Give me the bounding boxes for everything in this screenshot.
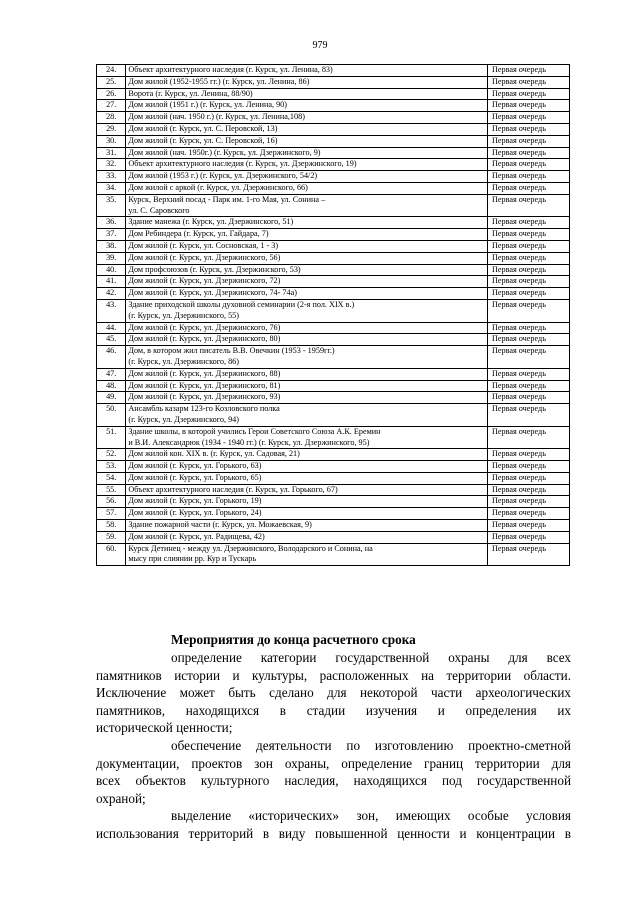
- object-name-line: Дом Ребиндера (г. Курск, ул. Гайдара, 7): [128, 229, 269, 239]
- object-name: [126, 334, 488, 346]
- object-name-line: Дом жилой (г. Курск, ул. С. Перовской, 13): [128, 123, 278, 133]
- phase-cell: Первая очередь: [487, 65, 569, 77]
- object-name: [126, 88, 488, 100]
- object-name: [126, 380, 488, 392]
- paragraph-line: памятников, находящихся в стадии изучения и определения их: [96, 702, 571, 718]
- row-number: 32.: [97, 159, 126, 171]
- phase-cell: Первая очередь: [487, 123, 569, 135]
- table-row: [97, 426, 570, 449]
- table-row: [97, 380, 570, 392]
- object-name-line: Дом жилой (г. Курск, ул. Дзержинского, 93): [128, 392, 281, 402]
- object-name: [126, 264, 488, 276]
- object-name-line: Дом жилой (г. Курск, ул. Горького, 65): [128, 472, 262, 482]
- row-number: 43.: [97, 299, 126, 322]
- row-number: 38.: [97, 240, 126, 252]
- phase-cell: Первая очередь: [487, 288, 569, 300]
- table-row: [97, 543, 570, 566]
- object-name: [126, 123, 488, 135]
- object-name-line: Здание пожарной части (г. Курск, ул. Можаевская, 9): [128, 520, 312, 530]
- object-name: [126, 276, 488, 288]
- row-number: 42.: [97, 288, 126, 300]
- phase-cell: Первая очередь: [487, 171, 569, 183]
- phase-cell: Первая очередь: [487, 217, 569, 229]
- object-name-line: Объект архитектурного наследия (г. Курск, ул. Ленина, 83): [128, 65, 333, 74]
- table-row: [97, 392, 570, 404]
- object-name: [126, 404, 488, 427]
- phase-cell: Первая очередь: [487, 392, 569, 404]
- object-name: [126, 496, 488, 508]
- row-number: 47.: [97, 368, 126, 380]
- table-row: [97, 171, 570, 183]
- object-name-line: и В.И. Александрюк (1934 - 1940 гг.) (г. Курск, ул. Дзержинского, 95): [128, 437, 370, 447]
- phase-cell: Первая очередь: [487, 100, 569, 112]
- phase-cell: Первая очередь: [487, 368, 569, 380]
- object-name: [126, 299, 488, 322]
- monuments-table: [96, 64, 570, 566]
- row-number: 25.: [97, 76, 126, 88]
- table-row: [97, 217, 570, 229]
- phase-cell: Первая очередь: [487, 147, 569, 159]
- phase-cell: Первая очередь: [487, 76, 569, 88]
- object-name: [126, 135, 488, 147]
- object-name: [126, 346, 488, 369]
- object-name: [126, 531, 488, 543]
- object-name-line: Дом жилой (г. Курск, ул. Дзержинского, 81): [128, 380, 281, 390]
- object-name: [126, 392, 488, 404]
- table-row: [97, 520, 570, 532]
- object-name-line: Дом жилой (г. Курск, ул. Горького, 24): [128, 508, 262, 518]
- paragraph-line: определение категории государственной охраны для всех: [171, 650, 571, 665]
- table-row: [97, 508, 570, 520]
- table-row: [97, 404, 570, 427]
- object-name-line: Курск, Верхний посад - Парк им. 1-го Мая, ул. Сонина –: [128, 194, 326, 204]
- phase-cell: Первая очередь: [487, 322, 569, 334]
- object-name-line: Дом жилой (г. Курск, ул. Дзержинского, 80): [128, 334, 281, 344]
- row-number: 40.: [97, 264, 126, 276]
- table-row: [97, 252, 570, 264]
- phase-cell: Первая очередь: [487, 229, 569, 241]
- object-name-line: Дом жилой (г. Курск, ул. Горького, 19): [128, 496, 262, 506]
- row-number: 57.: [97, 508, 126, 520]
- paragraph-line: использования территорий в виду повышенной ценности и концентрации в: [96, 825, 571, 841]
- row-number: 58.: [97, 520, 126, 532]
- table-row: [97, 135, 570, 147]
- object-name-line: Дом жилой (г. Курск, ул. Дзержинского, 72): [128, 276, 281, 286]
- object-name: [126, 449, 488, 461]
- phase-cell: Первая очередь: [487, 88, 569, 100]
- phase-cell: Первая очередь: [487, 252, 569, 264]
- paragraph-line: исторической ценности;: [96, 720, 233, 736]
- object-name-line: Дом жилой (нач. 1950г.) (г. Курск, ул. Дзержинского, 9): [128, 147, 321, 157]
- phase-cell: Первая очередь: [487, 159, 569, 171]
- table-row: [97, 182, 570, 194]
- object-name: [126, 171, 488, 183]
- table-row: [97, 159, 570, 171]
- row-number: 49.: [97, 392, 126, 404]
- object-name-line: Дом жилой (г. Курск, ул. Радищева, 42): [128, 531, 265, 541]
- row-number: 53.: [97, 461, 126, 473]
- table-row: [97, 334, 570, 346]
- object-name: [126, 240, 488, 252]
- phase-cell: Первая очередь: [487, 240, 569, 252]
- table-row: [97, 472, 570, 484]
- table-row: [97, 240, 570, 252]
- row-number: 30.: [97, 135, 126, 147]
- row-number: 48.: [97, 380, 126, 392]
- object-name: [126, 147, 488, 159]
- row-number: 37.: [97, 229, 126, 241]
- object-name-line: Дом жилой (1951 г.) (г. Курск, ул. Ленина, 90): [128, 100, 287, 110]
- phase-cell: Первая очередь: [487, 135, 569, 147]
- object-name: [126, 159, 488, 171]
- measures-text: [96, 649, 571, 843]
- phase-cell: Первая очередь: [487, 520, 569, 532]
- table-body: [97, 65, 570, 566]
- phase-cell: Первая очередь: [487, 508, 569, 520]
- phase-cell: Первая очередь: [487, 380, 569, 392]
- row-number: 52.: [97, 449, 126, 461]
- table-row: [97, 461, 570, 473]
- object-name-line: (г. Курск, ул. Дзержинского, 94): [128, 414, 239, 424]
- object-name-line: Дом жилой (г. Курск, ул. Дзержинского, 88): [128, 368, 281, 378]
- table-row: [97, 88, 570, 100]
- phase-cell: Первая очередь: [487, 472, 569, 484]
- table-row: [97, 112, 570, 124]
- row-number: 24.: [97, 65, 126, 77]
- object-name-line: Здание манежа (г. Курск, ул. Дзержинского, 51): [128, 217, 294, 227]
- paragraph-line: обеспечение деятельности по изготовлению проектно-сметной: [171, 737, 571, 753]
- table-row: [97, 76, 570, 88]
- row-number: 54.: [97, 472, 126, 484]
- table-row: [97, 496, 570, 508]
- phase-cell: Первая очередь: [487, 112, 569, 124]
- row-number: 56.: [97, 496, 126, 508]
- row-number: 50.: [97, 404, 126, 427]
- phase-cell: Первая очередь: [487, 334, 569, 346]
- table-row: [97, 484, 570, 496]
- table-row: [97, 276, 570, 288]
- phase-cell: Первая очередь: [487, 346, 569, 369]
- phase-cell: Первая очередь: [487, 264, 569, 276]
- section-heading: Мероприятия до конца расчетного срока: [171, 632, 416, 647]
- object-name-line: Дом жилой (г. Курск, ул. Сосновская, 1 - 3): [128, 240, 279, 250]
- object-name: [126, 112, 488, 124]
- object-name-line: Дом жилой кон. XIX в. (г. Курск, ул. Садовая, 21): [128, 449, 300, 459]
- object-name-line: Дом жилой (г. Курск, ул. Горького, 63): [128, 461, 262, 471]
- row-number: 27.: [97, 100, 126, 112]
- object-name: [126, 426, 488, 449]
- row-number: 39.: [97, 252, 126, 264]
- paragraph-line: всех объектов культурного наследия, находящихся под государственной: [96, 773, 571, 789]
- object-name: [126, 322, 488, 334]
- table-row: [97, 147, 570, 159]
- table-row: [97, 368, 570, 380]
- row-number: 36.: [97, 217, 126, 229]
- row-number: 33.: [97, 171, 126, 183]
- object-name: [126, 543, 488, 566]
- phase-cell: Первая очередь: [487, 426, 569, 449]
- paragraph-line: памятников истории и культуры, расположенных на территории области.: [96, 667, 571, 683]
- table-row: [97, 449, 570, 461]
- row-number: 44.: [97, 322, 126, 334]
- table-row: [97, 264, 570, 276]
- phase-cell: Первая очередь: [487, 404, 569, 427]
- phase-cell: Первая очередь: [487, 299, 569, 322]
- object-name: [126, 100, 488, 112]
- table-row: [97, 322, 570, 334]
- table-row: [97, 288, 570, 300]
- object-name-line: Объект архитектурного наследия (г. Курск, ул. Горького, 67): [128, 484, 338, 494]
- table-row: [97, 346, 570, 369]
- object-name: [126, 368, 488, 380]
- paragraph-line: охраной;: [96, 790, 146, 806]
- object-name-line: Ансамбль казарм 123-го Козловского полка: [128, 404, 280, 414]
- object-name: [126, 217, 488, 229]
- table-row: [97, 299, 570, 322]
- row-number: 31.: [97, 147, 126, 159]
- object-name-line: Дом жилой (г. Курск, ул. Дзержинского, 76): [128, 322, 281, 332]
- object-name-line: Дом жилой (нач. 1950 г.) (г. Курск, ул. Ленина,108): [128, 112, 305, 122]
- object-name-line: Здание приходской школы духовной семинарии (2-я пол. XIX в.): [128, 299, 355, 309]
- table-row: [97, 100, 570, 112]
- row-number: 29.: [97, 123, 126, 135]
- object-name: [126, 65, 488, 77]
- object-name-line: (г. Курск, ул. Дзержинского, 86): [128, 356, 239, 366]
- object-name-line: мысу при слиянии рр. Кур и Тускарь: [128, 554, 257, 564]
- object-name: [126, 182, 488, 194]
- object-name: [126, 461, 488, 473]
- paragraph-line: документации, проектов зон охраны, определение границ территории для: [96, 755, 571, 771]
- table-row: [97, 229, 570, 241]
- row-number: 46.: [97, 346, 126, 369]
- phase-cell: Первая очередь: [487, 531, 569, 543]
- row-number: 59.: [97, 531, 126, 543]
- object-name-line: Здание школы, в которой учились Герои Советского Союза А.К. Еремин: [128, 426, 381, 436]
- object-name-line: Курск Детинец - между ул. Дзержинского, Володарского и Сонина, на: [128, 543, 373, 553]
- table-row: [97, 123, 570, 135]
- row-number: 26.: [97, 88, 126, 100]
- row-number: 60.: [97, 543, 126, 566]
- object-name-line: Дом, в котором жил писатель В.В. Овечкин (1953 - 1959гг.): [128, 346, 335, 356]
- object-name: [126, 194, 488, 217]
- phase-cell: Первая очередь: [487, 276, 569, 288]
- paragraph-line: Исключение может быть сделано для некоторой части археологических: [96, 685, 571, 701]
- object-name-line: Дом жилой (1953 г.) (г. Курск, ул. Дзержинского, 54/2): [128, 171, 318, 181]
- object-name: [126, 229, 488, 241]
- phase-cell: Первая очередь: [487, 194, 569, 217]
- object-name: [126, 520, 488, 532]
- table-row: [97, 194, 570, 217]
- phase-cell: Первая очередь: [487, 449, 569, 461]
- object-name-line: Дом жилой (г. Курск, ул. Дзержинского, 56): [128, 252, 281, 262]
- row-number: 35.: [97, 194, 126, 217]
- object-name-line: Объект архитектурного наследия (г. Курск, ул. Дзержинского, 19): [128, 159, 357, 169]
- object-name-line: Ворота (г. Курск, ул. Ленина, 88/90): [128, 88, 253, 98]
- phase-cell: Первая очередь: [487, 543, 569, 566]
- row-number: 28.: [97, 112, 126, 124]
- table-row: [97, 65, 570, 77]
- object-name: [126, 76, 488, 88]
- row-number: 45.: [97, 334, 126, 346]
- object-name: [126, 484, 488, 496]
- object-name-line: Дом жилой (г. Курск, ул. С. Перовской, 16): [128, 135, 278, 145]
- object-name-line: Дом жилой (г. Курск, ул. Дзержинского, 74- 74а): [128, 288, 297, 298]
- phase-cell: Первая очередь: [487, 496, 569, 508]
- object-name-line: Дом профсоюзов (г. Курск, ул. Дзержинского, 53): [128, 264, 301, 274]
- phase-cell: Первая очередь: [487, 484, 569, 496]
- object-name: [126, 508, 488, 520]
- row-number: 55.: [97, 484, 126, 496]
- paragraph-line: выделение «исторических» зон, имеющих особые условия: [171, 808, 571, 824]
- row-number: 41.: [97, 276, 126, 288]
- row-number: 51.: [97, 426, 126, 449]
- object-name-line: Дом жилой с аркой (г. Курск, ул. Дзержинского, 66): [128, 182, 308, 192]
- table-row: [97, 531, 570, 543]
- row-number: 34.: [97, 182, 126, 194]
- object-name: [126, 288, 488, 300]
- phase-cell: Первая очередь: [487, 461, 569, 473]
- object-name: [126, 252, 488, 264]
- phase-cell: Первая очередь: [487, 182, 569, 194]
- object-name-line: (г. Курск, ул. Дзержинского, 55): [128, 310, 239, 320]
- object-name: [126, 472, 488, 484]
- object-name-line: ул. С. Саровского: [128, 205, 190, 215]
- page-number: 979: [312, 40, 328, 51]
- object-name-line: Дом жилой (1952-1955 гг.) (г. Курск, ул. Ленина, 86): [128, 76, 310, 86]
